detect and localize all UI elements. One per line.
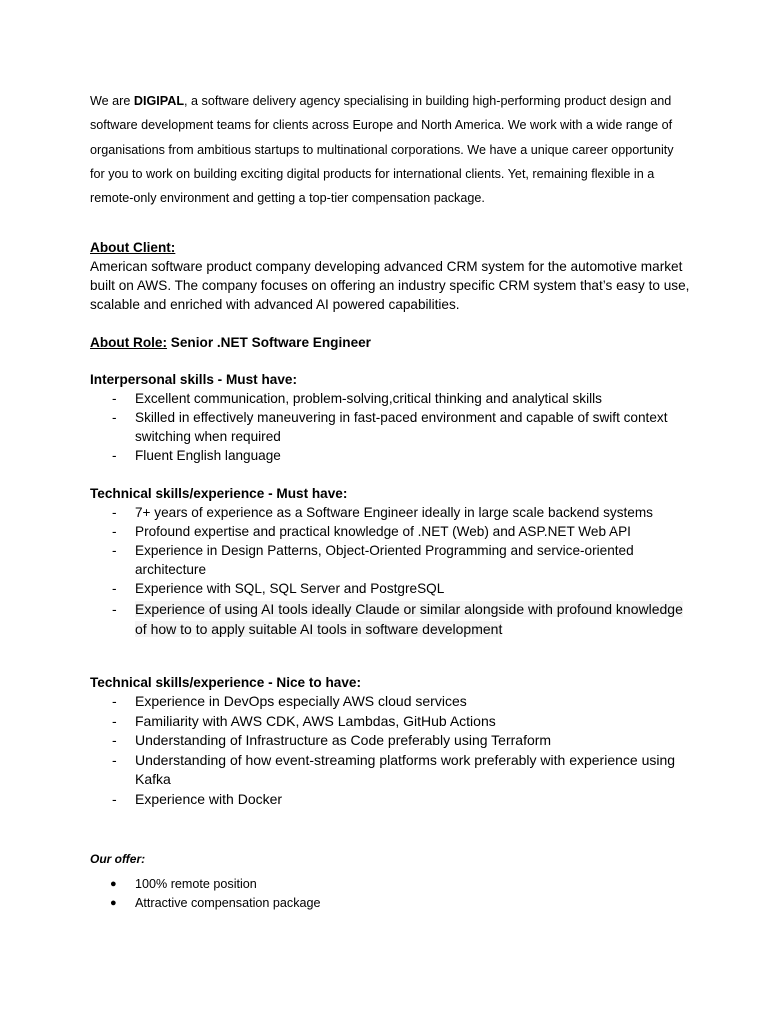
role-title: Senior .NET Software Engineer: [167, 335, 371, 350]
about-client-heading: About Client:: [90, 240, 176, 255]
intro-prefix: We are: [90, 94, 134, 108]
list-item: - Profound expertise and practical knowledge of .NET (Web) and ASP.NET Web API: [112, 524, 631, 539]
list-item: - Skilled in effectively maneuvering in fast-paced environment and capable of swift context switching when required: [112, 410, 668, 444]
list-item: - Experience with Docker: [112, 790, 283, 807]
technical-must-section: [90, 484, 690, 639]
list-item: - Familiarity with AWS CDK, AWS Lambdas, GitHub Actions: [112, 712, 496, 729]
company-name: DIGIPAL: [133, 94, 185, 108]
offer-list: [90, 875, 321, 913]
list-item: - Fluent English language: [112, 448, 281, 463]
technical-nice-section: [90, 673, 690, 810]
interpersonal-list: [90, 389, 690, 465]
list-item: - 7+ years of experience as a Software Engineer ideally in large scale backend systems: [112, 505, 653, 520]
intro-paragraph: [90, 89, 680, 210]
about-client-text: American software product company developing advanced CRM system for the automotive market built on AWS. The company focuses on offering an industry specific CRM system that’s easy to use, scalable and enriched with advanced AI powered capabilities.: [90, 259, 690, 312]
list-item: - Excellent communication, problem-solving,critical thinking and analytical skills: [112, 391, 602, 406]
list-item: ● Attractive compensation package: [90, 894, 321, 913]
bullet-icon: ●: [110, 878, 117, 890]
technical-nice-heading: Technical skills/experience - Nice to have:: [90, 675, 361, 690]
technical-nice-list: [90, 692, 690, 810]
technical-must-list: [90, 503, 690, 639]
interpersonal-skills-section: [90, 370, 690, 465]
about-role-heading: [90, 333, 690, 352]
list-item: - Experience of using AI tools ideally Claude or similar alongside with profound knowledge of how to to apply suitable AI tools in software development: [112, 601, 683, 637]
about-role-section: [90, 333, 690, 352]
about-client-section: [90, 238, 690, 314]
intro-text: , a software delivery agency specialising in building high-performing product design and software development teams for clients across Europe and North America. We work with a wide range of organisations from ambitious startups to multinational corporations. We have a unique career opportunity for you to work on building exciting digital products for international clients. Yet, remaining flexible in a remote-only environment and getting a top-tier compensation package.: [90, 94, 674, 206]
list-item: - Experience in DevOps especially AWS cloud services: [112, 693, 467, 709]
list-item: - Understanding of how event-streaming platforms work preferably with experience using Kafka: [112, 751, 676, 788]
list-item: - Experience with SQL, SQL Server and PostgreSQL: [112, 581, 445, 596]
about-role-label: About Role:: [90, 335, 168, 350]
list-item: - Understanding of Infrastructure as Code preferably using Terraform: [112, 732, 552, 749]
list-item: ● 100% remote position: [90, 875, 321, 894]
list-item: - Experience in Design Patterns, Object-Oriented Programming and service-oriented architecture: [112, 543, 634, 577]
offer-heading: Our offer:: [90, 852, 146, 866]
technical-must-heading: Technical skills/experience - Must have:: [90, 486, 348, 501]
bullet-icon: ●: [110, 897, 117, 909]
interpersonal-heading: Interpersonal skills - Must have:: [90, 372, 297, 387]
